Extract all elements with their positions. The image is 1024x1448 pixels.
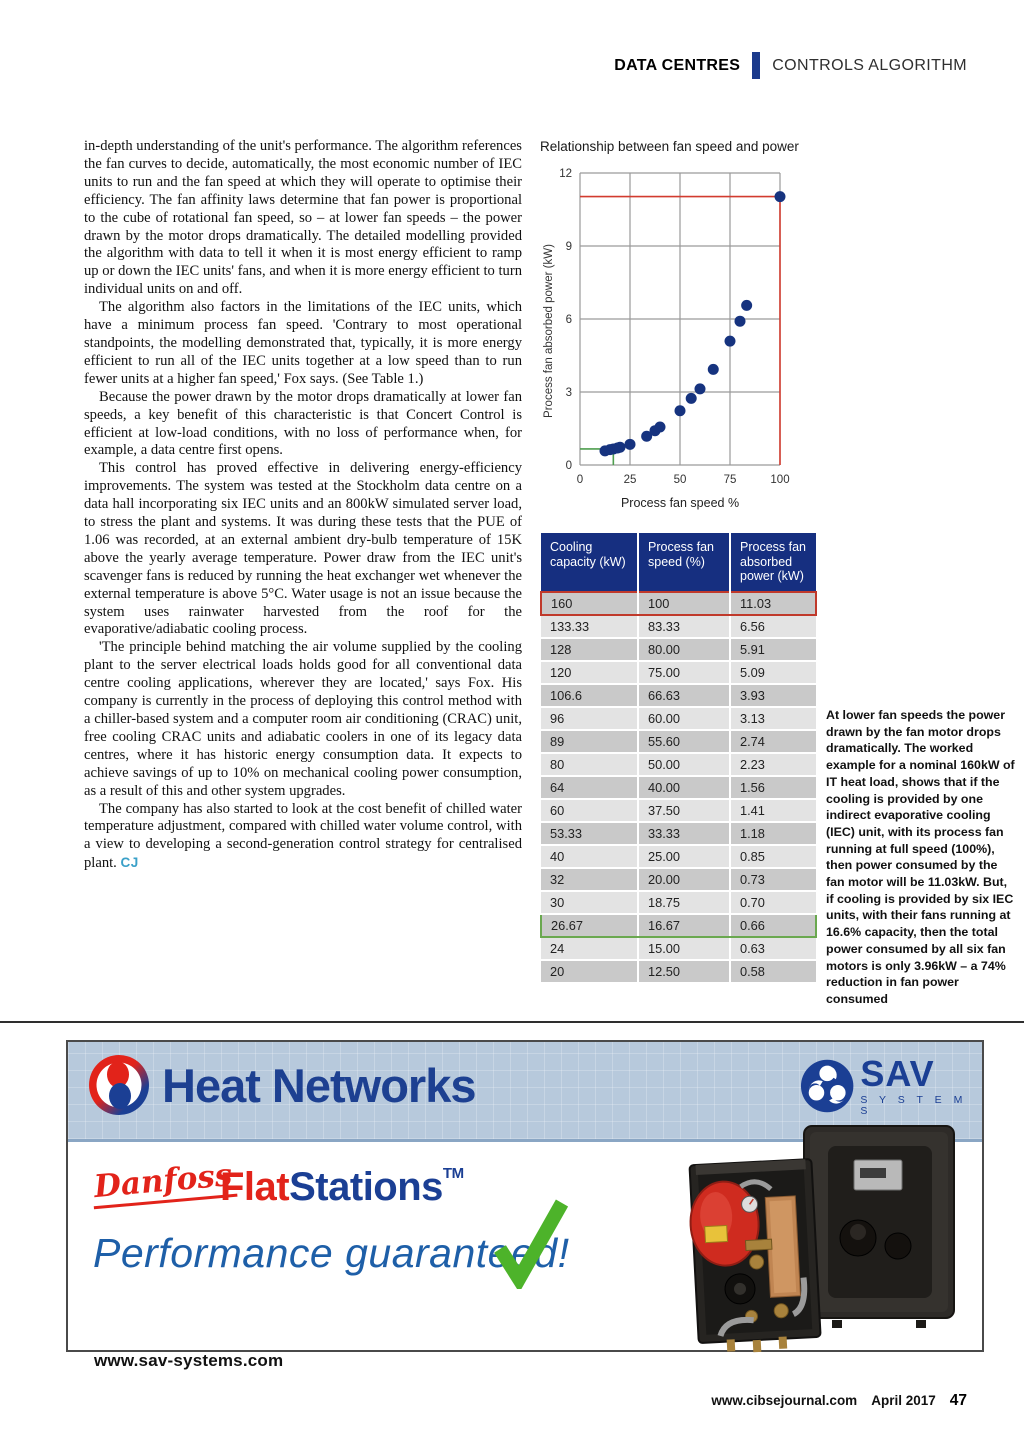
table-cell: 60.00 [638, 707, 730, 730]
x-tick-label: 75 [723, 474, 737, 486]
table-cell: 25.00 [638, 845, 730, 868]
header-divider-bar [752, 52, 760, 79]
table-header-absorbed-power: Process fan absorbed power (kW) [730, 533, 816, 592]
table-cell: 37.50 [638, 799, 730, 822]
footer-website: www.cibsejournal.com [711, 1393, 858, 1408]
data-point [695, 383, 706, 394]
data-point [615, 442, 626, 453]
data-point [725, 336, 736, 347]
table-cell: 0.66 [730, 914, 816, 937]
y-tick-label: 6 [565, 314, 572, 326]
ad-banner-title: Heat Networks [162, 1059, 476, 1112]
table-row [541, 845, 816, 868]
table-row [541, 661, 816, 684]
table-cell: 133.33 [541, 615, 638, 638]
x-tick-label: 0 [576, 474, 584, 486]
table-cell: 32 [541, 868, 638, 891]
table-cell: 80 [541, 753, 638, 776]
product-name-stations: Stations [289, 1165, 443, 1209]
paragraph: 'The principle behind matching the air volume supplied by the cooling plant to the server electrical loads holds good for all conventional data centre cooling applications, wherever they are located,' says Fox. His company is currently in the process of deploying this control method with a chiller-based system and a computer room air conditioning (CRAC) unit, free cooling CRAC units and adiabatic coolers in one of its legacy data centres, where it has historic energy consumption data. It expects to achieve savings of up to 10% on mechanical cooling power consumption, as a result of this and other system upgrades. [84, 639, 522, 799]
table-cell: 0.85 [730, 845, 816, 868]
table-header-cooling-capacity: Cooling capacity (kW) [541, 533, 638, 592]
table-row [541, 592, 816, 615]
table-cell: 89 [541, 730, 638, 753]
table-cell: 2.74 [730, 730, 816, 753]
section-label: DATA CENTRES [614, 56, 741, 74]
x-tick-label: 50 [673, 474, 687, 486]
table-cell: 15.00 [638, 937, 730, 960]
sav-logo-subtext: S Y S T E M S [860, 1094, 967, 1117]
table-cell: 80.00 [638, 638, 730, 661]
checkmark-icon [492, 1197, 570, 1289]
table-cell: 1.18 [730, 822, 816, 845]
table-cell: 40.00 [638, 776, 730, 799]
data-point [735, 316, 746, 327]
ad-body [68, 1145, 982, 1370]
table-cell: 60 [541, 799, 638, 822]
chart-title: Relationship between fan speed and power [540, 139, 799, 154]
x-tick-label: 100 [770, 474, 790, 486]
sav-advertisement [66, 1040, 984, 1370]
paragraph-text: The company has also started to look at the cost benefit of chilled water temperature adjustment, compared with chilled water volume control, with a view to developing a second-generation control strategy for centralised plant. [84, 800, 522, 872]
table-cell: 1.56 [730, 776, 816, 799]
table-row [541, 753, 816, 776]
paragraph: in-depth understanding of the unit's performance. The algorithm references the fan curves to decide, automatically, the most economic number of IEC units to run and the fan speed at which they will operate to optimise their efficiency. The fan affinity laws determine that fan power is proportional to the cube of rotational fan speed, so – at lower fan speeds – the power drawn by the motor drops dramatically. The detailed modelling provided the algorithm with data to tell it when it is most energy efficient to ramp up or down the IEC units' fans, and when it is more energy efficient to turn individual units on and off. [84, 138, 522, 298]
data-point [675, 405, 686, 416]
trademark-symbol: TM [442, 1165, 464, 1182]
table-cell: 20 [541, 960, 638, 983]
sav-swirl-icon [800, 1058, 854, 1114]
y-tick-label: 9 [565, 241, 572, 253]
table-cell: 20.00 [638, 868, 730, 891]
table-cell: 30 [541, 891, 638, 914]
product-name-flat: Flat [220, 1165, 290, 1209]
data-point [708, 364, 719, 375]
table-cell: 6.56 [730, 615, 816, 638]
table-row [541, 868, 816, 891]
paragraph: Because the power drawn by the motor drops dramatically at lower fan speeds, a key benefit of this characteristic is that Concert Control is efficient at low-load conditions, with no loss of performance when, for example, a data centre first opens. [84, 388, 522, 459]
table-cell: 50.00 [638, 753, 730, 776]
footer-date: April 2017 [871, 1393, 936, 1408]
fan-power-chart-svg [540, 165, 836, 513]
article-body [84, 138, 522, 873]
article-category-label: CONTROLS ALGORITHM [772, 56, 967, 74]
table-cell: 5.91 [730, 638, 816, 661]
table-row [541, 684, 816, 707]
table-cell: 75.00 [638, 661, 730, 684]
table-cell: 96 [541, 707, 638, 730]
table-cell: 16.67 [638, 914, 730, 937]
table-cell: 5.09 [730, 661, 816, 684]
chart-x-axis-label: Process fan speed % [620, 496, 740, 510]
table-cell: 11.03 [730, 592, 816, 615]
y-tick-label: 0 [565, 460, 572, 472]
fan-power-table [540, 533, 817, 984]
article-end-mark: CJ [120, 855, 139, 871]
ad-website-url: www.sav-systems.com [94, 1351, 284, 1370]
table-header-row [541, 533, 816, 592]
sav-systems-logo [800, 1053, 982, 1117]
data-point [741, 300, 752, 311]
heat-networks-logo-icon [87, 1053, 151, 1117]
flatstation-product-image [686, 1120, 966, 1355]
table-cell: 106.6 [541, 684, 638, 707]
table-cell: 24 [541, 937, 638, 960]
fan-speed-power-chart [540, 139, 836, 517]
table-cell: 2.23 [730, 753, 816, 776]
data-point [686, 393, 697, 404]
table-row [541, 730, 816, 753]
table-row [541, 707, 816, 730]
table-cell: 3.13 [730, 707, 816, 730]
table-row [541, 799, 816, 822]
table-cell: 128 [541, 638, 638, 661]
paragraph: The algorithm also factors in the limitations of the IEC units, which have a minimum process fan speed. 'Contrary to most operational standpoints, the modelling demonstrated that, typically, it is more energy efficient to run all of the IEC units together at a low speed than to run fewer units at a higher fan speed,' Fox says. (See Table 1.) [84, 299, 522, 387]
danfoss-logo: Danfoss [91, 1157, 238, 1209]
table-cell: 1.41 [730, 799, 816, 822]
table-cell: 0.63 [730, 937, 816, 960]
table-row [541, 776, 816, 799]
table-cell: 120 [541, 661, 638, 684]
table-cell: 66.63 [638, 684, 730, 707]
page-header [614, 52, 967, 79]
table-cell: 3.93 [730, 684, 816, 707]
paragraph: This control has proved effective in delivering energy-efficiency improvements. The system was tested at the Stockholm data centre on a data hall incorporating six IEC units and an 800kW simulated server load, to stress the plant and systems. It was during these tests that the PUE of 1.06 was recorded, at an external ambient dry-bulb temperature of 15K above the yearly average temperature. Power draw from the IEC unit's scavenger fans is reduced by running the heat exchanger wet whenever the external temperature is above 5°C. Water usage is not an issue because the system uses rainwater harvested from the roof for the evaporative/adiabatic cooling process. [84, 460, 522, 638]
table-cell: 12.50 [638, 960, 730, 983]
table-header-fan-speed: Process fan speed (%) [638, 533, 730, 592]
table-row [541, 638, 816, 661]
product-name [220, 1165, 464, 1210]
sav-logo-text: SAV [860, 1053, 935, 1094]
table-cell: 160 [541, 592, 638, 615]
x-tick-label: 25 [623, 474, 637, 486]
table-cell: 0.73 [730, 868, 816, 891]
table-cell: 64 [541, 776, 638, 799]
data-point [775, 191, 786, 202]
table-cell: 53.33 [541, 822, 638, 845]
table-row [541, 937, 816, 960]
data-point [625, 439, 636, 450]
table-row [541, 822, 816, 845]
table-cell: 100 [638, 592, 730, 615]
page-footer [711, 1392, 967, 1410]
table-row [541, 891, 816, 914]
data-point [655, 422, 666, 433]
sidebar-note: At lower fan speeds the power drawn by the fan motor drops dramatically. The worked example for a nominal 160kW of IT heat load, shows that if the cooling is provided by one indirect evaporative cooling (IEC) unit, with its process fan running at full speed (100%), then power consumed by the fan motor will be 11.03kW. But, if cooling is provided by six IEC units, with their fans running at 16.6% capacity, then the total power consumed by all six fan motors is only 3.96kW – a 74% reduction in fan power consumed [826, 708, 1015, 1006]
table-row [541, 615, 816, 638]
table-cell: 0.58 [730, 960, 816, 983]
table-cell: 55.60 [638, 730, 730, 753]
footer-page-number: 47 [949, 1392, 967, 1409]
table-cell: 18.75 [638, 891, 730, 914]
table-row [541, 914, 816, 937]
y-tick-label: 12 [559, 168, 572, 180]
table-cell: 40 [541, 845, 638, 868]
table-cell: 26.67 [541, 914, 638, 937]
table-cell: 33.33 [638, 822, 730, 845]
chart-y-axis-label: Process fan absorbed power (kW) [543, 244, 555, 418]
ad-tagline: Performance guaranteed! [93, 1230, 570, 1276]
table-row [541, 960, 816, 983]
y-tick-label: 3 [565, 387, 572, 399]
table-cell: 0.70 [730, 891, 816, 914]
paragraph [84, 801, 522, 874]
table-cell: 83.33 [638, 615, 730, 638]
horizontal-page-rule [0, 1021, 1024, 1023]
